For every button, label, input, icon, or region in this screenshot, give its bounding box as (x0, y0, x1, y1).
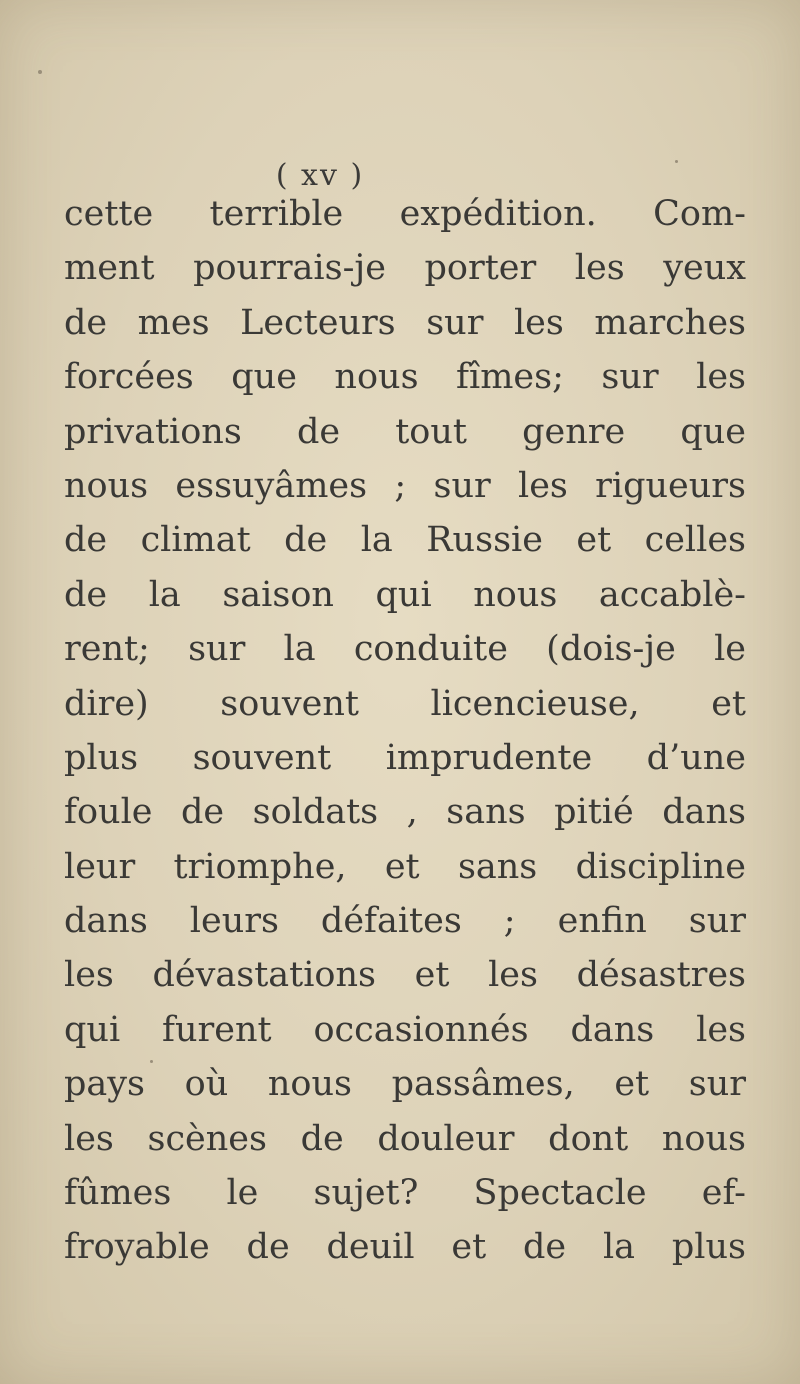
text-line: forcées que nous fîmes; sur les (64, 357, 746, 398)
text-line: pays où nous passâmes, et sur (64, 1064, 746, 1105)
page-number: ( xv ) (275, 158, 365, 193)
paper-speck (38, 70, 42, 74)
text-line: de mes Lecteurs sur les marches (64, 302, 746, 343)
text-line: dire) souvent licencieuse, et (64, 683, 746, 724)
text-line: de climat de la Russie et celles (64, 520, 746, 561)
text-line: ment pourrais-je porter les yeux (64, 248, 746, 289)
text-line: leur triomphe, et sans discipline (64, 846, 746, 887)
text-line: privations de tout genre que (64, 411, 746, 452)
text-line: rent; sur la conduite (dois-je le (64, 629, 746, 670)
text-line: les scènes de douleur dont nous (64, 1118, 746, 1159)
paper-speck (675, 160, 678, 163)
text-line: froyable de deuil et de la plus (64, 1227, 746, 1268)
text-line: nous essuyâmes ; sur les rigueurs (64, 465, 746, 506)
text-line: plus souvent imprudente d’une (64, 737, 746, 778)
text-line: dans leurs défaites ; enfin sur (64, 901, 746, 942)
body-text (64, 187, 746, 1275)
text-line: foule de soldats , sans pitié dans (64, 792, 746, 833)
text-line: les dévastations et les désastres (64, 955, 746, 996)
text-line: cette terrible expédition. Com- (64, 194, 746, 234)
text-line: fûmes le sujet? Spectacle ef- (64, 1173, 746, 1214)
text-line: qui furent occasionnés dans les (64, 1009, 746, 1050)
text-line: de la saison qui nous accablè- (64, 574, 746, 615)
